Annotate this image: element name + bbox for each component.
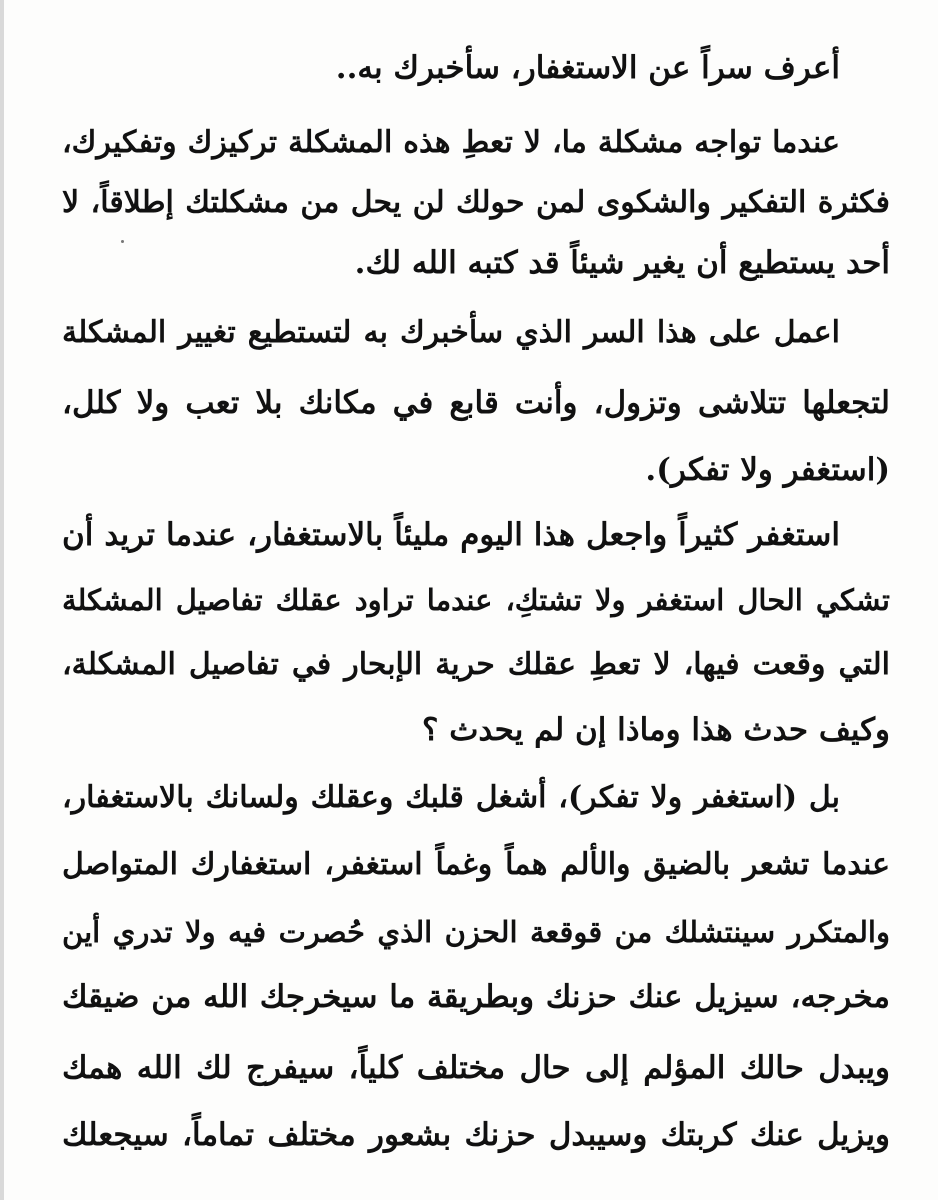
text-line: اعمل على هذا السر الذي سأخبرك به لتستطيع تغيير المشكلة bbox=[62, 315, 840, 350]
text-line: والمتكرر سينتشلك من قوقعة الحزن الذي حُصرت فيه ولا تدري أين bbox=[62, 915, 890, 949]
text-line: تشكي الحال استغفر ولا تشتكِ، عندما تراود عقلك تفاصيل المشكلة bbox=[62, 583, 890, 617]
text-line: ويزيل عنك كربتك وسيبدل حزنك بشعور مختلف تماماً، سيجعلك bbox=[62, 1117, 890, 1153]
text-line: وكيف حدث هذا وماذا إن لم يحدث ؟ bbox=[421, 712, 890, 748]
text-line: ويبدل حالك المؤلم إلى حال مختلف كلياً، سيفرج لك الله همك bbox=[62, 1050, 890, 1086]
text-line: استغفر كثيراً واجعل هذا اليوم مليئاً بالاستغفار، عندما تريد أن bbox=[62, 517, 840, 553]
text-line: أحد يستطيع أن يغير شيئاً قد كتبه الله لك. bbox=[354, 245, 890, 281]
text-line: مخرجه، سيزيل عنك حزنك وبطريقة ما سيخرجك الله من ضيقك bbox=[62, 979, 890, 1015]
text-line: (استغفر ولا تفكر). bbox=[645, 452, 890, 488]
text-line: أعرف سراً عن الاستغفار، سأخبرك به.. bbox=[335, 50, 840, 86]
text-line: لتجعلها تتلاشى وتزول، وأنت قابع في مكانك بلا تعب ولا كلل، bbox=[62, 385, 890, 421]
text-line: بل (استغفر ولا تفكر)، أشغل قلبك وعقلك ولسانك بالاستغفار، bbox=[62, 780, 840, 815]
paper-speck bbox=[121, 240, 124, 243]
text-line: التي وقعت فيها، لا تعطِ عقلك حرية الإبحار في تفاصيل المشكلة، bbox=[62, 647, 890, 682]
text-line: عندما تشعر بالضيق والألم هماً وغماً استغفر، استغفارك المتواصل bbox=[62, 847, 890, 882]
text-line: عندما تواجه مشكلة ما، لا تعطِ هذه المشكلة تركيزك وتفكيرك، bbox=[62, 125, 840, 160]
text-line: فكثرة التفكير والشكوى لمن حولك لن يحل من مشكلتك إطلاقاً، لا bbox=[62, 185, 890, 220]
